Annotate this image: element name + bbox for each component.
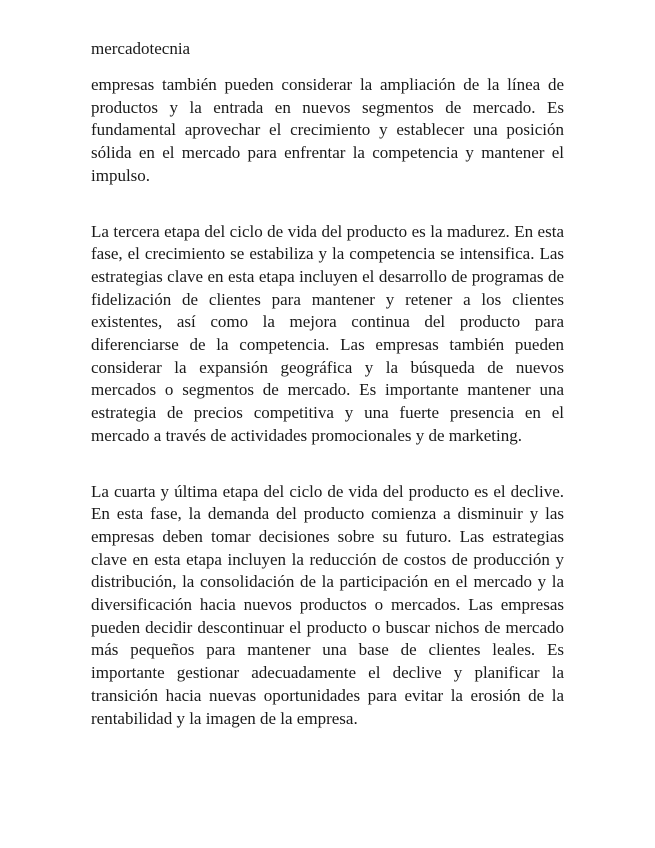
paragraph-decline-stage: La cuarta y última etapa del ciclo de vida del producto es el declive. En esta fase, la demanda del producto comienza a disminuir y las empresas deben tomar decisiones sobre su futuro. Las estrategias clave en esta etapa incluyen la reducción de costos de producción y distribución, la consolidación de la participación en el mercado y la diversificación hacia nuevos productos o mercados. Las empresas pueden decidir descontinuar el producto o buscar nichos de mercado más pequeños para mantener una base de clientes leales. Es importante gestionar adecuadamente el declive y planificar la transición hacia nuevas oportunidades para evitar la erosión de la rentabilidad y la imagen de la empresa. — [91, 481, 564, 728]
paragraph-growth-continuation: empresas también pueden considerar la ampliación de la línea de productos y la entrada en nuevos segmentos de mercado. Es fundamental aprovechar el crecimiento y establecer una posición sólida en el mercado para enfrentar la competencia y mantener el impulso. — [91, 75, 564, 185]
paragraph-maturity-stage: La tercera etapa del ciclo de vida del producto es la madurez. En esta fase, el crecimiento se estabiliza y la competencia se intensifica. Las estrategias clave en esta etapa incluyen el desarrollo de programas de fidelización de clientes para mantener y retener a los clientes existentes, así como la mejora continua del producto para diferenciarse de la competencia. Las empresas también pueden considerar la expansión geográfica y la búsqueda de nuevos mercados o segmentos de mercado. Es importante mantener una estrategia de precios competitiva y una fuerte presencia en el mercado a través de actividades promocionales y de marketing. — [91, 221, 564, 445]
document-page — [91, 38, 564, 730]
running-header: mercadotecnia — [91, 39, 191, 58]
